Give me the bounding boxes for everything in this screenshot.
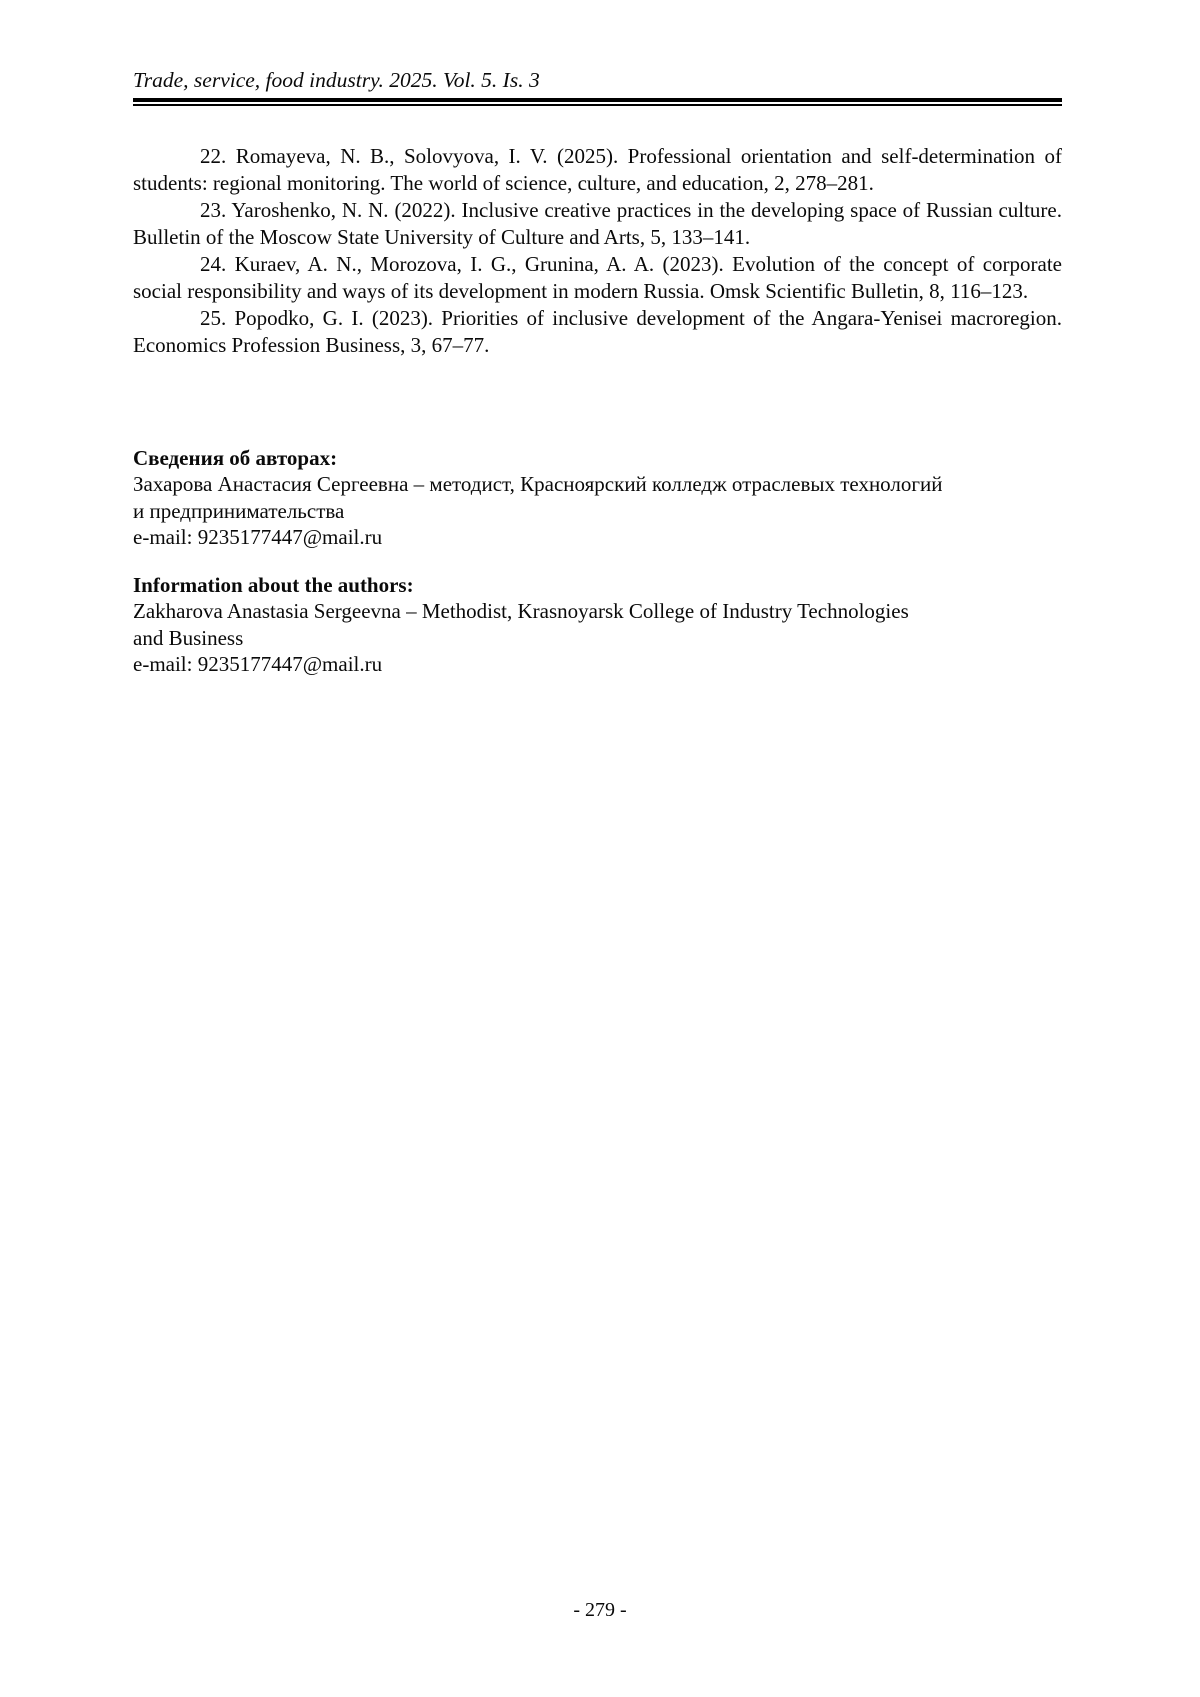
authors-en-line-2: and Business: [133, 625, 244, 650]
header-rule: [133, 98, 1062, 106]
reference-item-24: 24. Kuraev, A. N., Morozova, I. G., Grunina, A. A. (2023). Evolution of the concept of corporate social responsibility and ways of its development in modern Russia. Omsk Scientific Bulletin, 8, 116–123.: [133, 251, 1062, 303]
authors-en-email: e-mail: 9235177447@mail.ru: [133, 652, 383, 676]
authors-en-line-1: Zakharova Anastasia Sergeevna – Methodist, Krasnoyarsk College of Industry Technologies: [133, 599, 909, 623]
authors-ru-heading: Сведения об авторах:: [133, 445, 338, 470]
running-header: [133, 66, 1062, 106]
authors-info-en: [133, 572, 1062, 678]
journal-title: Trade, service, food industry. 2025. Vol. 5. Is. 3: [133, 68, 540, 92]
references-list: [133, 143, 1062, 359]
authors-ru-line-1: Захарова Анастасия Сергеевна – методист, Красноярский колледж отраслевых технологий: [133, 472, 943, 496]
page-content: [133, 0, 1062, 678]
authors-en-heading: Information about the authors:: [133, 572, 414, 597]
authors-ru-email: e-mail: 9235177447@mail.ru: [133, 525, 383, 549]
reference-item-23: 23. Yaroshenko, N. N. (2022). Inclusive creative practices in the developing space of Russian culture. Bulletin of the Moscow State University of Culture and Arts, 5, 133–141.: [133, 197, 1062, 249]
authors-ru-line-2: и предпринимательства: [133, 498, 345, 523]
authors-info-ru: [133, 445, 1062, 551]
reference-item-22: 22. Romayeva, N. B., Solovyova, I. V. (2025). Professional orientation and self-determination of students: regional monitoring. The world of science, culture, and education, 2, 278–281.: [133, 143, 1062, 195]
header-rule-thin-line: [133, 104, 1062, 106]
reference-item-25: 25. Popodko, G. I. (2023). Priorities of inclusive development of the Angara-Yenisei macroregion. Economics Profession Business, 3, 67–77.: [133, 305, 1062, 357]
page-number: - 279 -: [573, 1599, 627, 1621]
